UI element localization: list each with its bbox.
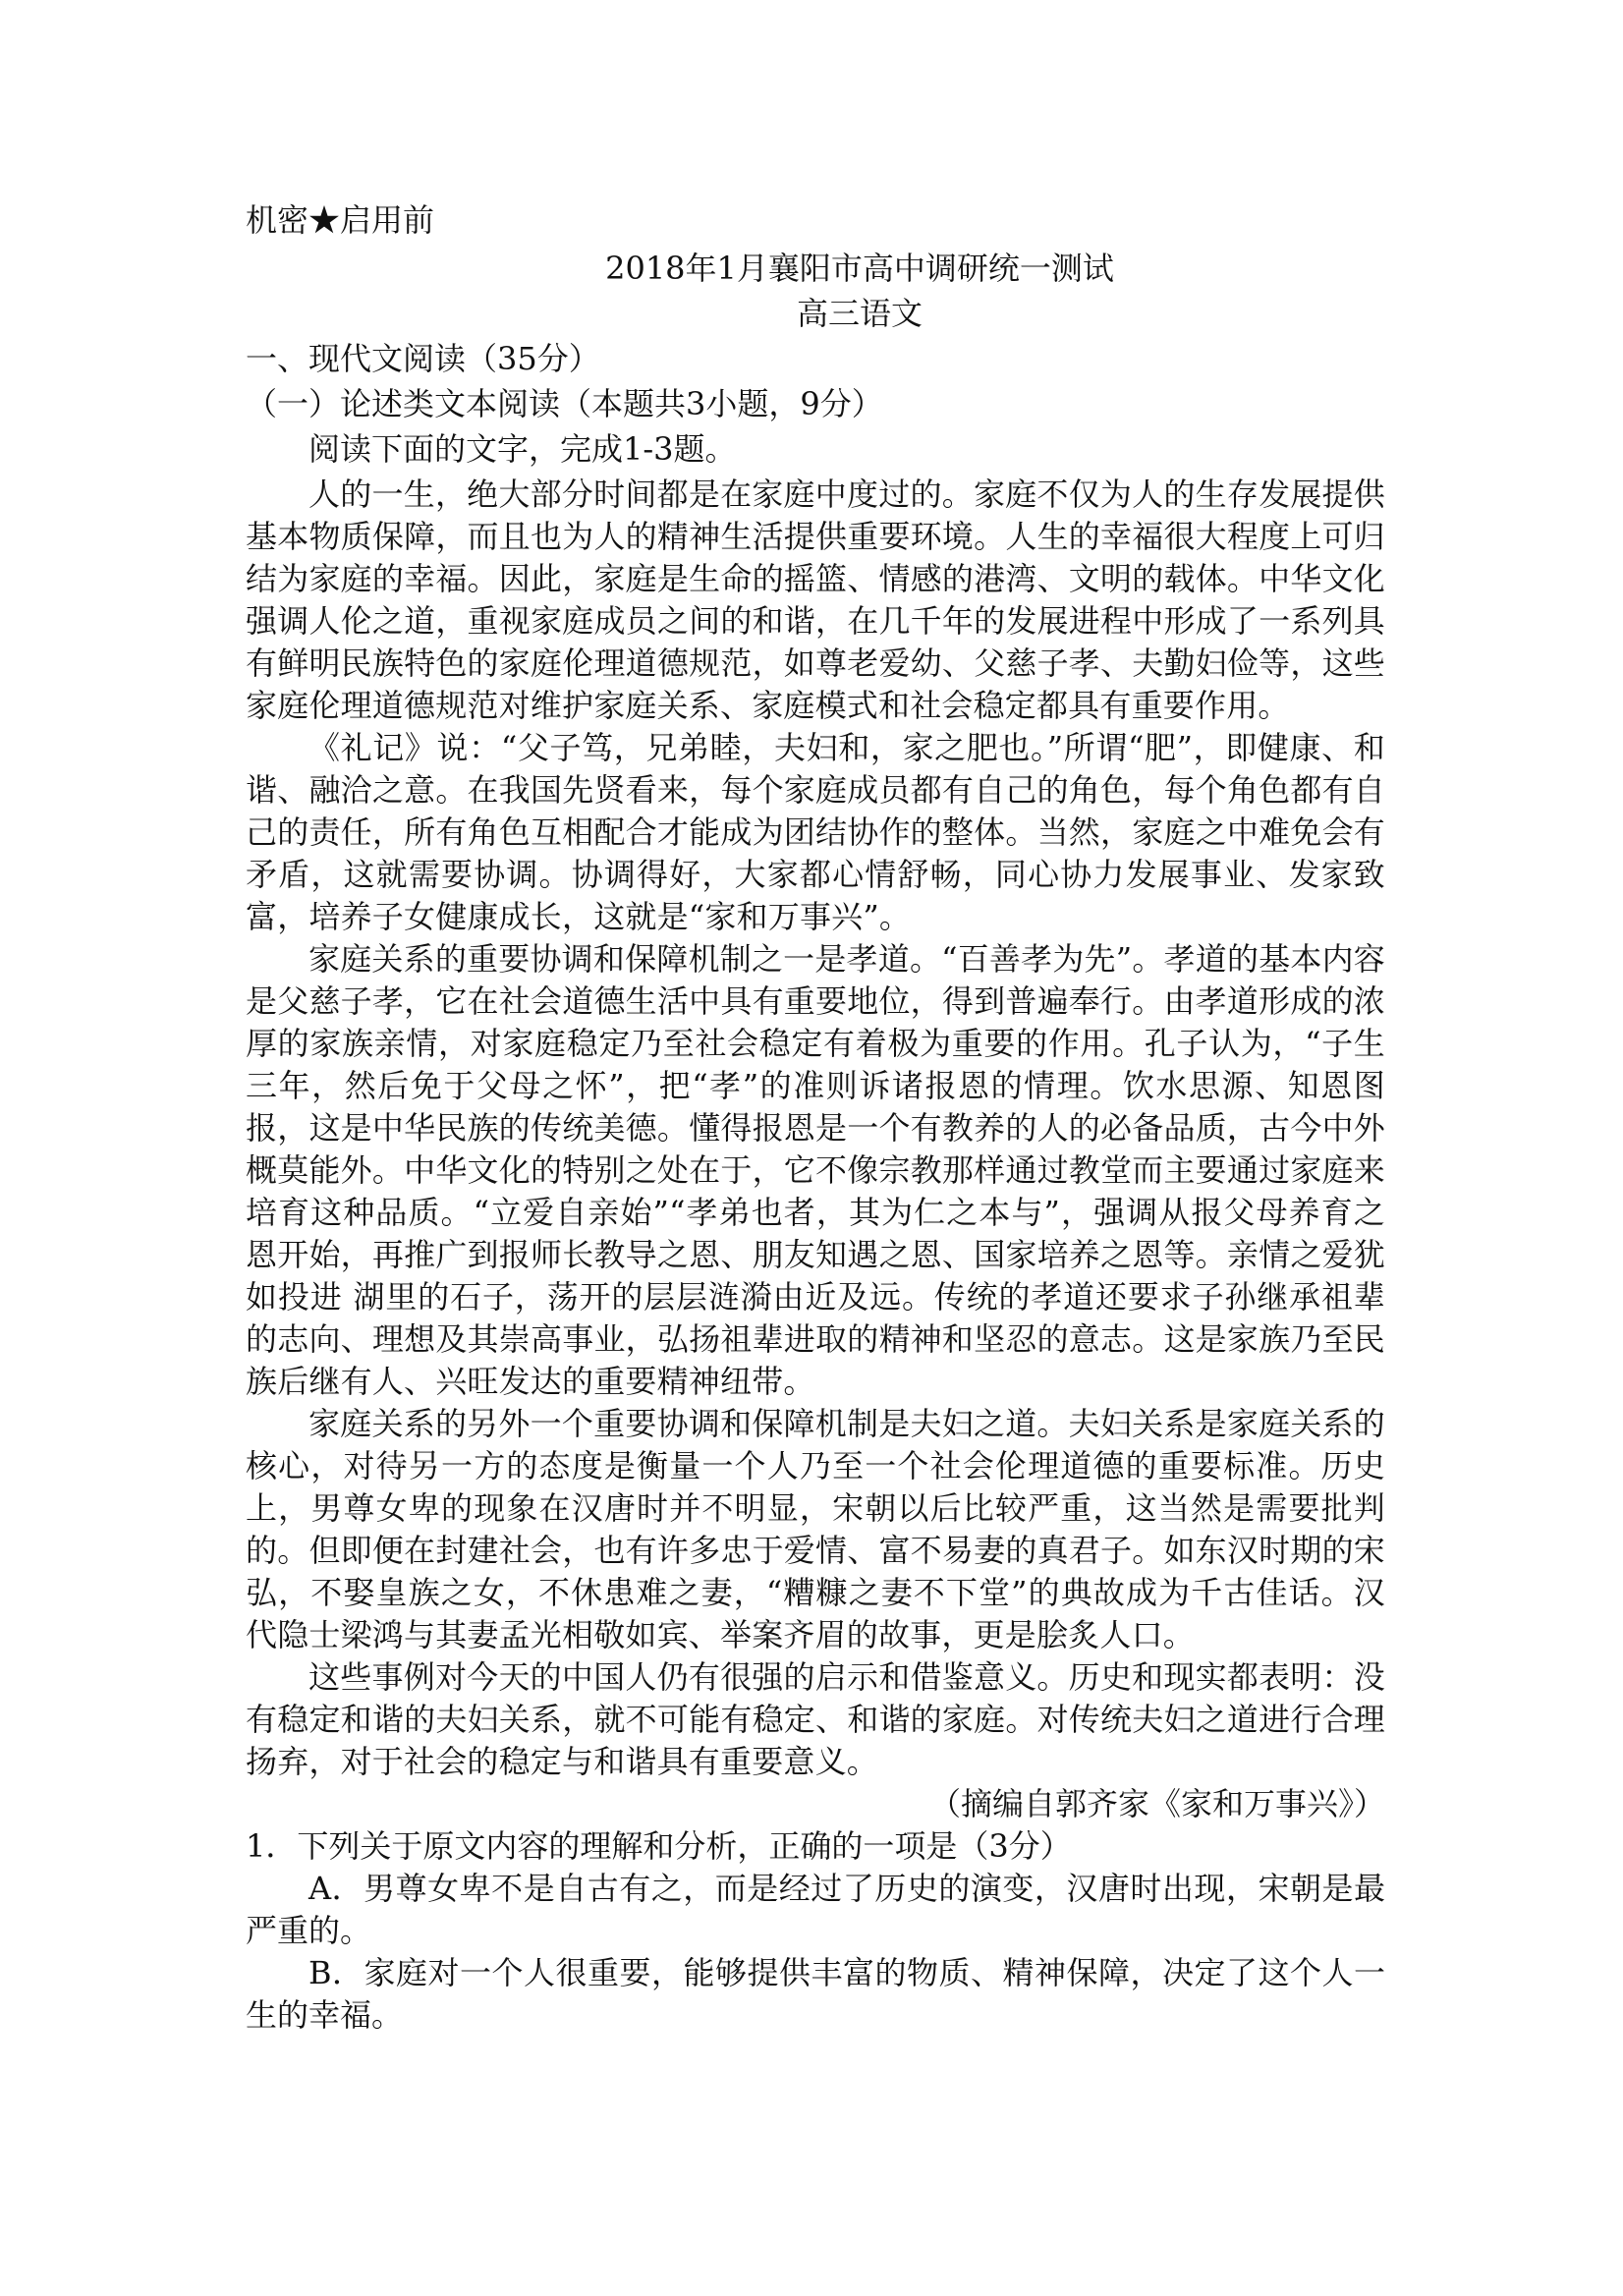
passage-paragraph-2: 《礼记》说：“父子笃，兄弟睦，夫妇和，家之肥也。”所谓“肥”，即健康、和谐、融洽之意。在我国先贤看来，每个家庭成员都有自己的角色，每个角色都有自己的责任，所有角色互相配合才能成为团结协作的整体。当然，家庭之中难免会有矛盾，这就需要协调。协调得好，大家都心情舒畅，同心协力发展事业、发家致富，培养子女健康成长，这就是“家和万事兴”。 bbox=[246, 729, 1385, 935]
subsection-heading: （一）论述类文本阅读（本题共3小题，9分） bbox=[246, 385, 883, 422]
passage-source: （摘编自郭齐家《家和万事兴》） bbox=[928, 1785, 1385, 1822]
passage-paragraph-5: 这些事例对今天的中国人仍有很强的启示和借鉴意义。历史和现实都表明：没有稳定和谐的夫妇关系，就不可能有稳定、和谐的家庭。对传统夫妇之道进行合理扬弃，对于社会的稳定与和谐具有重要意义。 bbox=[246, 1658, 1385, 1780]
option-b: B．家庭对一个人很重要，能够提供丰富的物质、精神保障，决定了这个人一生的幸福。 bbox=[246, 1954, 1385, 2034]
confidential-label: 机密★启用前 bbox=[246, 201, 435, 239]
reading-instruction: 阅读下面的文字，完成1-3题。 bbox=[308, 430, 737, 468]
option-a: A．男尊女卑不是自古有之，而是经过了历史的演变，汉唐时出现，宋朝是最严重的。 bbox=[246, 1870, 1385, 1949]
exam-subject: 高三语文 bbox=[796, 295, 923, 332]
passage-paragraph-4: 家庭关系的另外一个重要协调和保障机制是夫妇之道。夫妇关系是家庭关系的核心，对待另一方的态度是衡量一个人乃至一个社会伦理道德的重要标准。历史上，男尊女卑的现象在汉唐时并不明显，宋朝以后比较严重，这当然是需要批判的。但即便在封建社会，也有许多忠于爱情、富不易妻的真君子。如东汉时期的宋弘，不娶皇族之女，不休患难之妻，“糟糠之妻不下堂”的典故成为千古佳话。汉代隐士梁鸿与其妻孟光相敬如宾、举案齐眉的故事，更是脍炙人口。 bbox=[246, 1405, 1385, 1653]
question-stem: 1．下列关于原文内容的理解和分析，正确的一项是（3分） bbox=[246, 1827, 1072, 1865]
exam-page bbox=[246, 193, 1385, 2037]
question-1 bbox=[246, 1825, 1385, 2037]
passage-paragraph-1: 人的一生，绝大部分时间都是在家庭中度过的。家庭不仅为人的生存发展提供基本物质保障，而且也为人的精神生活提供重要环境。人生的幸福很大程度上可归结为家庭的幸福。因此，家庭是生命的摇篮、情感的港湾、文明的载体。中华文化强调人伦之道，重视家庭成员之间的和谐，在几千年的发展进程中形成了一系列具有鲜明民族特色的家庭伦理道德规范，如尊老爱幼、父慈子孝、夫勤妇俭等，这些家庭伦理道德规范对维护家庭关系、家庭模式和社会稳定都具有重要作用。 bbox=[246, 476, 1385, 724]
reading-passage bbox=[246, 474, 1385, 1825]
section-heading: 一、现代文阅读（35分） bbox=[246, 340, 600, 377]
exam-title: 2018年1月襄阳市高中调研统一测试 bbox=[605, 250, 1114, 287]
passage-paragraph-3: 家庭关系的重要协调和保障机制之一是孝道。“百善孝为先”。孝道的基本内容是父慈子孝，它在社会道德生活中具有重要地位，得到普遍奉行。由孝道形成的浓厚的家族亲情，对家庭稳定乃至社会稳定有着极为重要的作用。孔子认为，“子生三年，然后免于父母之怀”，把“孝”的准则诉诸报恩的情理。饮水思源、知恩图报，这是中华民族的传统美德。懂得报恩是一个有教养的人的必备品质，古今中外概莫能外。中华文化的特别之处在于，它不像宗教那样通过教堂而主要通过家庭来培育这种品质。“立爱自亲始”“孝弟也者，其为仁之本与”，强调从报父母养育之恩开始，再推广到报师长教导之恩、朋友知遇之恩、国家培养之恩等。亲情之爱犹如投进 湖里的石子，荡开的层层涟漪由近及远。传统的孝道还要求子孙继承祖辈的志向、理想及其崇高事业，弘扬祖辈进取的精神和坚忍的意志。这是家族乃至民族后继有人、兴旺发达的重要精神纽带。 bbox=[246, 940, 1385, 1400]
